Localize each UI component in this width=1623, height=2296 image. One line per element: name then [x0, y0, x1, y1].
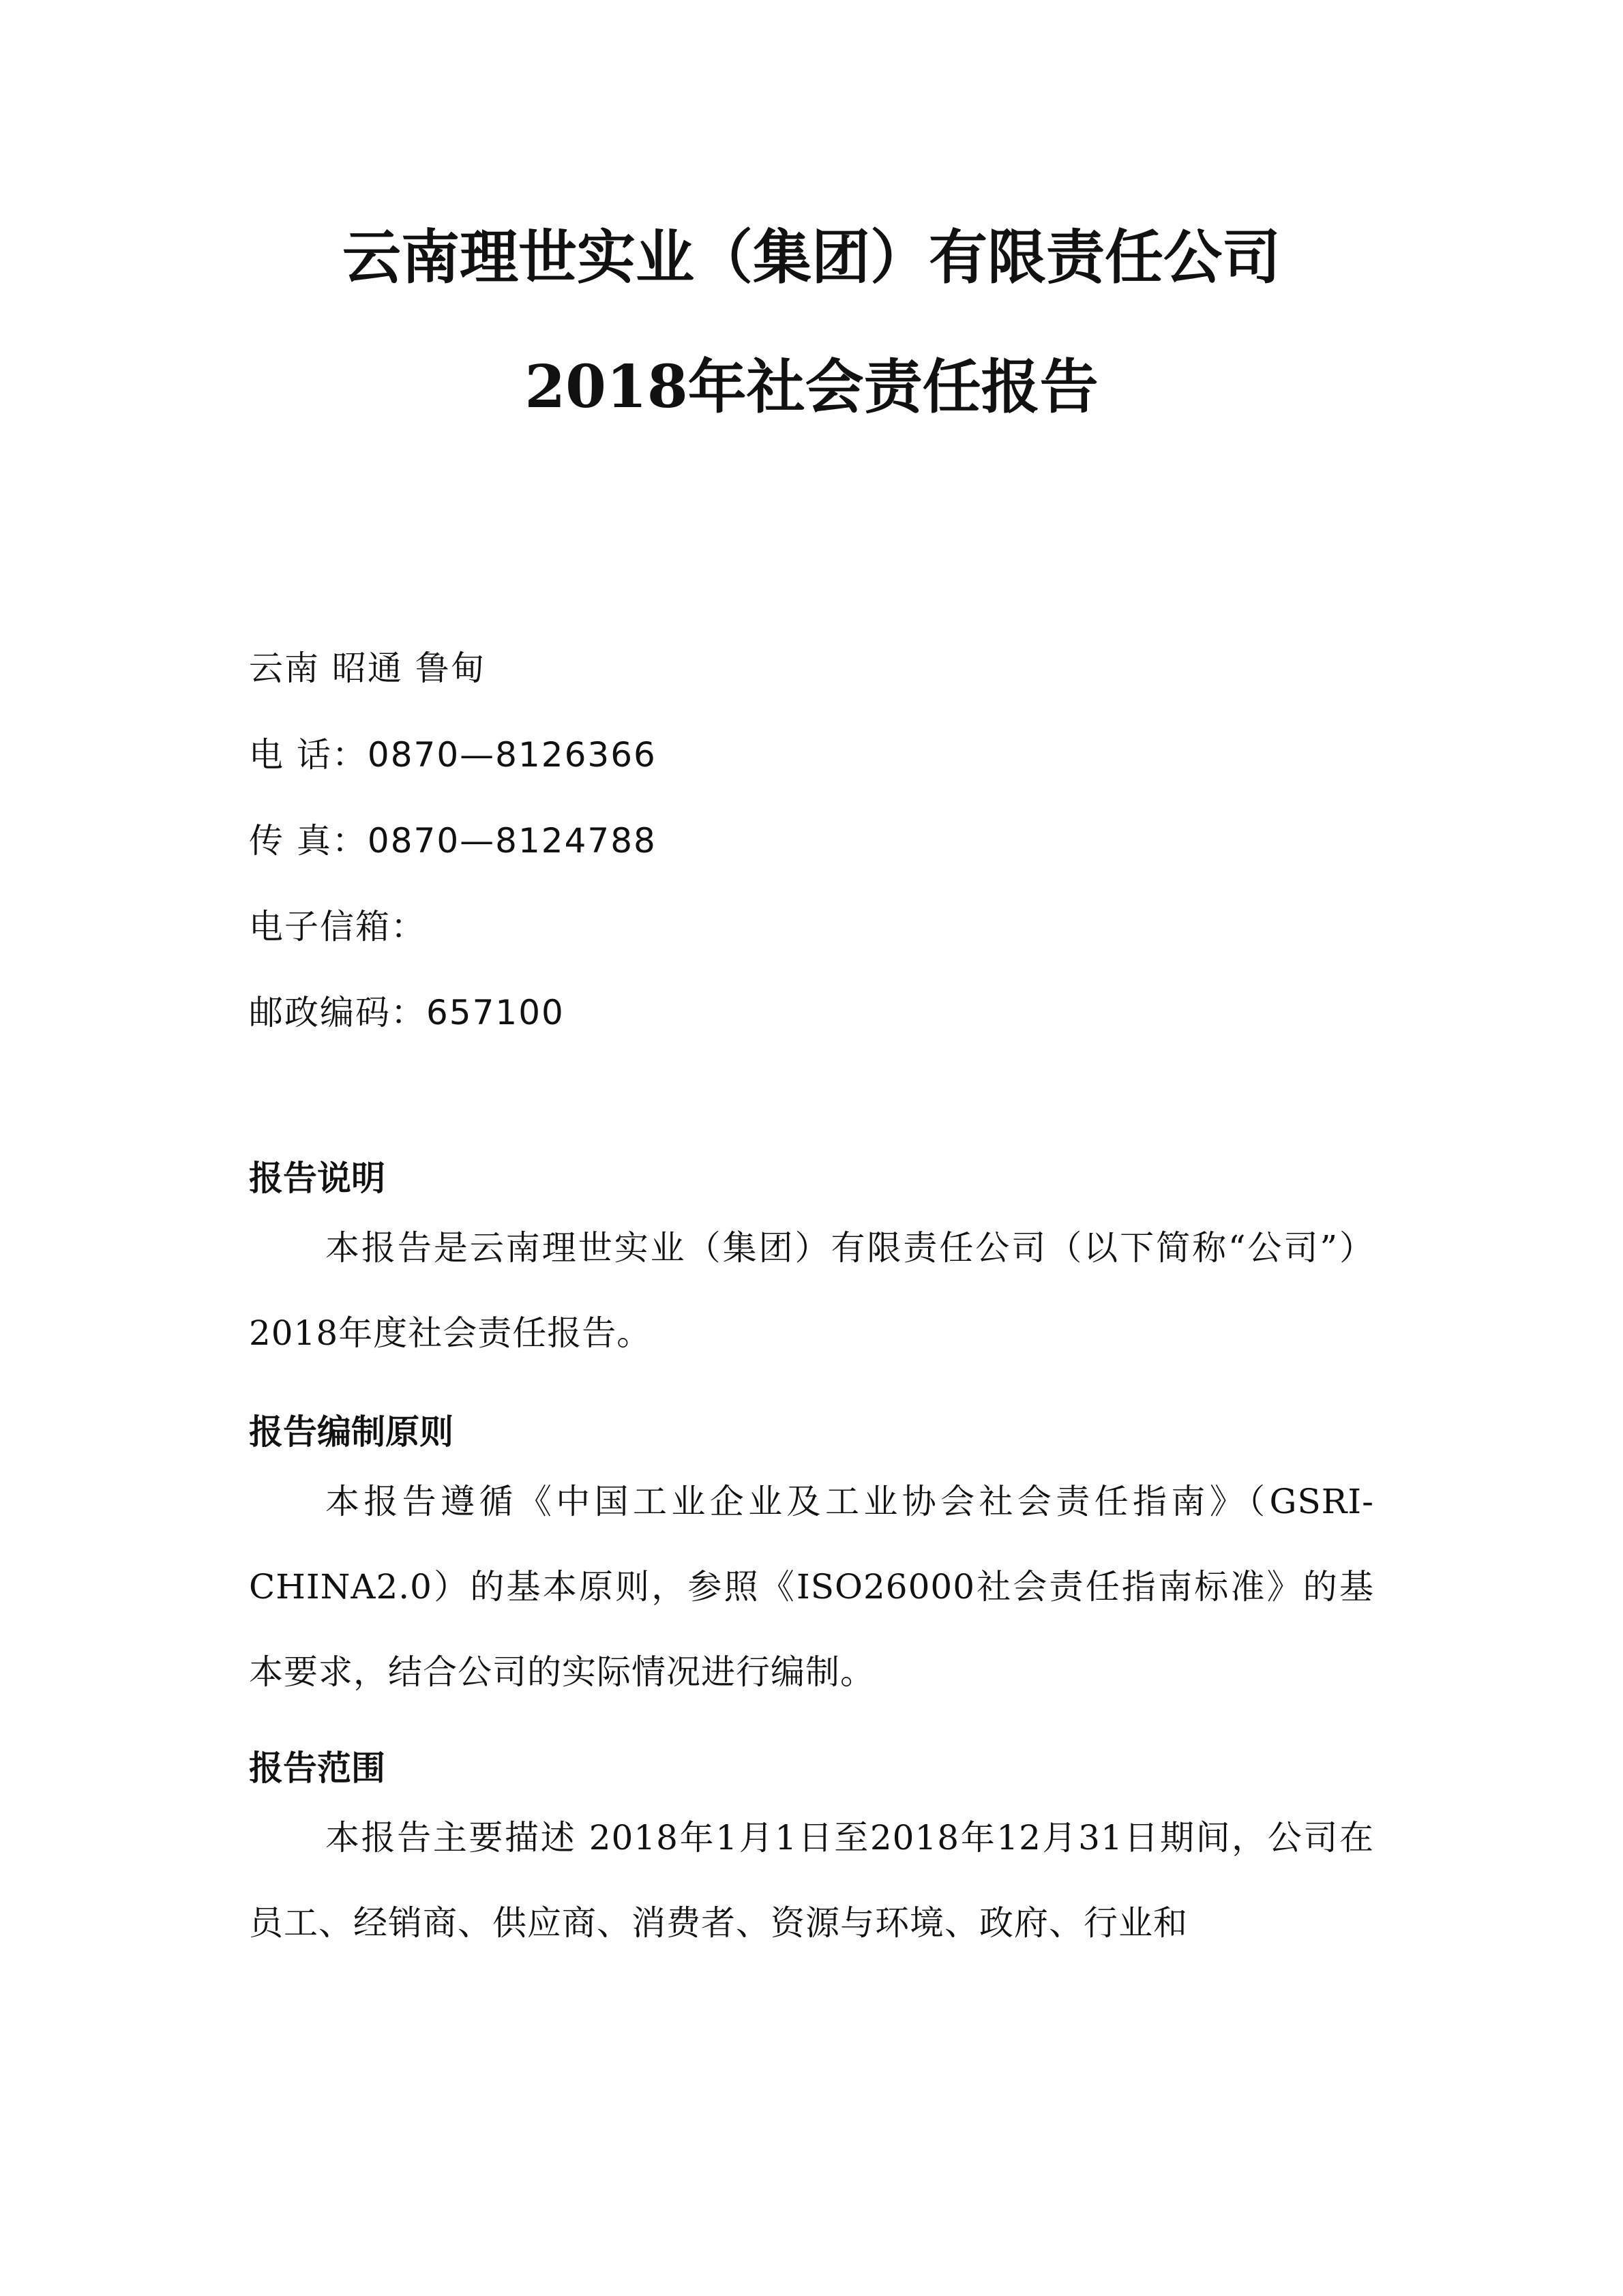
contact-phone: 电 话：0870—8126366: [249, 735, 657, 775]
contact-fax: 传 真：0870—8124788: [249, 821, 657, 861]
report-title-year: 2018年社会责任报告: [524, 353, 1099, 421]
section-body-report-description: 本报告是云南理世实业（集团）有限责任公司（以下简称“公司”）2018年度社会责任报告。: [249, 1228, 1374, 1353]
section-heading-report-description: 报告说明: [249, 1159, 385, 1198]
report-title-company: 云南理世实业（集团）有限责任公司: [342, 223, 1281, 292]
contact-postcode: 邮政编码：657100: [249, 993, 565, 1032]
section-body-report-scope: 本报告主要描述 2018年1月1日至2018年12月31日期间，公司在员工、经销商、供应商、消费者、资源与环境、政府、行业和: [249, 1818, 1374, 1943]
section-body-compilation-principles: 本报告遵循《中国工业企业及工业协会社会责任指南》（GSRI-CHINA2.0）的基本原则，参照《ISO26000社会责任指南标准》的基本要求，结合公司的实际情况进行编制。: [249, 1482, 1374, 1692]
contact-location: 云南 昭通 鲁甸: [249, 648, 486, 688]
section-heading-report-scope: 报告范围: [249, 1748, 385, 1788]
contact-email: 电子信箱：: [249, 907, 426, 946]
section-heading-compilation-principles: 报告编制原则: [249, 1412, 453, 1452]
